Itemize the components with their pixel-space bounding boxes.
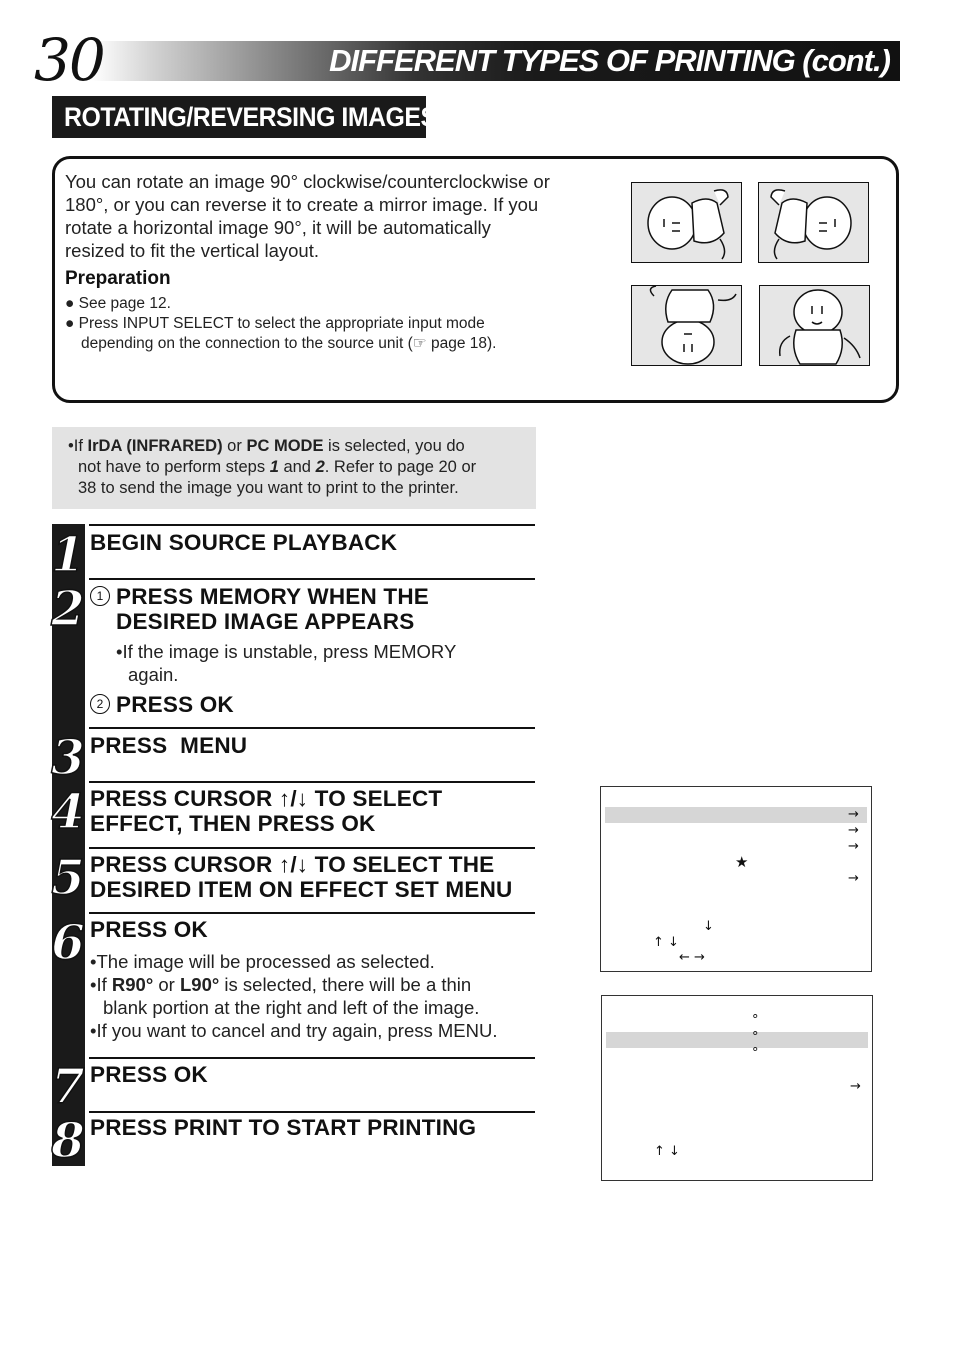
arrow-right-icon: → [848,807,859,822]
step-1-heading: BEGIN SOURCE PLAYBACK [90,530,398,555]
step-divider [89,1057,535,1059]
step-6-bullet: •If R90° or L90° is selected, there will be a thin [90,974,472,995]
baby-rotated-left-image [631,182,742,263]
step-number: 8 [51,1113,85,1169]
prep-item: ● See page 12. [65,295,171,312]
baby-rotated-right-image [758,182,869,263]
step-divider [89,847,535,849]
arrow-down-icon: ↓ [703,919,714,934]
arrow-right-icon: → [848,839,859,854]
baby-rotated-180-image [631,285,742,366]
intro-line: You can rotate an image 90° clockwise/counterclockwise or [65,171,550,192]
step-divider [89,727,535,729]
step-number: 4 [51,784,85,840]
step-4-heading: PRESS CURSOR ↑/↓ TO SELECT [90,786,443,811]
step-5-heading: PRESS CURSOR ↑/↓ TO SELECT THE [90,852,495,877]
page-title: DIFFERENT TYPES OF PRINTING (cont.) [329,43,890,78]
prep-item-text: depending on the connection to the source unit (☞ page 18). [81,335,497,352]
baby-upright-image [759,285,870,366]
step-6-bullet: •If you want to cancel and try again, press MENU. [90,1020,498,1041]
step-5-heading-line2: DESIRED ITEM ON EFFECT SET MENU [90,877,513,902]
step-2-sub1-heading: 1 PRESS MEMORY WHEN THE [90,584,429,609]
step-divider [89,781,535,783]
step-3-heading: PRESS MENU [90,733,248,758]
arrow-right-icon: → [850,1079,861,1094]
step-6-bullet: •The image will be processed as selected. [90,951,435,972]
step-2-bullet-line2: again. [128,664,179,685]
menu-highlight-row [605,807,867,823]
arrow-right-icon: → [848,823,859,838]
prep-item-text: Press INPUT SELECT to select the appropriate input mode [78,315,485,332]
arrow-left-right-icon: ← → [679,950,705,965]
circled-number: 1 [90,586,110,606]
step-divider [89,1111,535,1113]
step-2-sub2-heading: 2 PRESS OK [90,692,234,717]
step-2-sub1-heading-line2: DESIRED IMAGE APPEARS [116,609,415,634]
intro-line: rotate a horizontal image 90°, it will be automatically [65,217,491,238]
effect-set-menu-panel [601,995,873,1181]
pc-mode-label: PC MODE [246,437,324,455]
degree-mark: ° [752,1046,759,1061]
prep-item: ● Press INPUT SELECT to select the appropriate input mode depending on the connection to the source unit (☞ page 18). [65,314,585,354]
step-divider [89,578,535,580]
step-number: 7 [51,1059,85,1115]
star-icon: ★ [735,853,749,871]
degree-mark: ° [752,1013,759,1028]
step-2-bullet: •If the image is unstable, press MEMORY [116,641,457,662]
arrow-right-icon: → [848,871,859,886]
note-text [68,436,518,499]
note-line: 38 to send the image you want to print to the printer. [78,479,459,497]
preparation-title: Preparation [65,268,171,289]
step-number: 3 [51,730,85,786]
step-divider [89,912,535,914]
intro-line: resized to fit the vertical layout. [65,240,319,261]
step-number: 6 [51,915,85,971]
step-6-heading: PRESS OK [90,917,208,942]
step-number: 2 [51,581,85,637]
step-4-heading-line2: EFFECT, THEN PRESS OK [90,811,376,836]
note-line: not have to perform steps 1 and 2. Refer to page 20 or [78,458,477,476]
section-title: ROTATING/REVERSING IMAGES [64,102,437,132]
intro-line: 180°, or you can reverse it to create a mirror image. If you [65,194,539,215]
arrow-up-down-icon: ↑ ↓ [654,1144,680,1159]
prep-item-text: See page 12. [78,295,171,312]
step-number: 1 [51,527,85,583]
circled-number: 2 [90,694,110,714]
step-6-bullet-line2: blank portion at the right and left of the image. [103,997,480,1018]
step-7-heading: PRESS OK [90,1062,208,1087]
degree-mark: ° [752,1030,759,1045]
step-8-heading: PRESS PRINT TO START PRINTING [90,1115,477,1140]
step-number: 5 [51,850,85,906]
irda-label: IrDA (INFRARED) [87,437,223,455]
intro-text [65,170,605,262]
step-divider [89,524,535,526]
menu-highlight-row [606,1032,868,1048]
menu-screen-panel [600,786,872,972]
note-line: •If IrDA (INFRARED) or PC MODE is selected, you do [68,437,465,455]
page-number: 30 [34,26,104,94]
arrow-up-down-icon: ↑ ↓ [653,935,679,950]
